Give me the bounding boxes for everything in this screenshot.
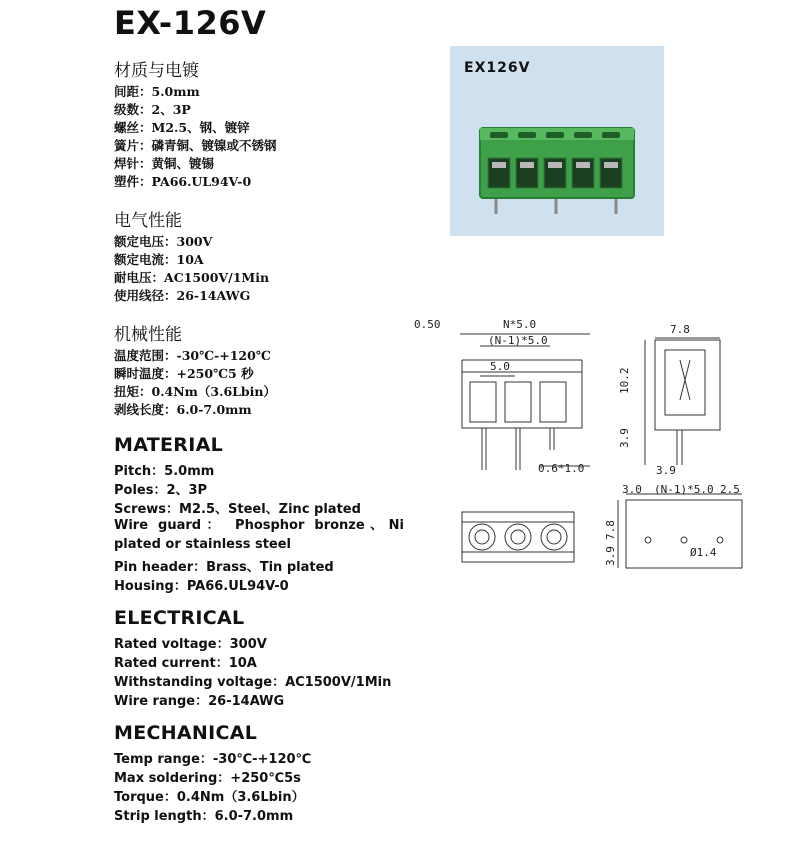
en-housing: Housing：PA66.UL94V-0	[114, 579, 289, 594]
cn-mechanical-line: 剥线长度：6.0-7.0mm	[114, 402, 252, 417]
en-wire-guard: Wire guard： Phosphor bronze、Ni plated or stainless steel	[114, 518, 404, 552]
cn-material-line: 级数：2、3P	[114, 102, 191, 117]
cn-mechanical-line: 温度范围：-30℃-+120℃	[114, 348, 271, 363]
en-mechanical-line: Max soldering：+250℃5s	[114, 771, 301, 786]
en-mechanical-line: Strip length：6.0-7.0mm	[114, 809, 294, 824]
dim-pin: 0.6*1.0	[538, 462, 585, 475]
en-mechanical-heading: MECHANICAL	[114, 722, 258, 744]
cn-material-line: 簧片：磷青铜、镀镍或不锈钢	[114, 138, 277, 153]
en-mechanical-line: Temp range：-30℃-+120℃	[114, 752, 312, 767]
cn-material-line: 螺丝：M2.5、钢、镀锌	[114, 120, 250, 135]
cn-material-heading: 材质与电镀	[114, 61, 199, 81]
cn-electrical-line: 耐电压：AC1500V/1Min	[114, 270, 270, 285]
cn-material-line: 塑件：PA66.UL94V-0	[114, 174, 252, 189]
dim-n1-pitch: (N-1)*5.0	[488, 334, 548, 347]
dim-bottom-base: 3.9	[604, 546, 617, 566]
dim-width: 7.8	[670, 323, 690, 336]
cn-electrical-line: 使用线径：26-14AWG	[114, 288, 251, 303]
dim-right-off: 2.5	[720, 483, 740, 496]
cn-electrical-line: 额定电压：300V	[114, 234, 213, 249]
en-electrical-line: Withstanding voltage：AC1500V/1Min	[114, 675, 392, 690]
en-electrical-line: Rated voltage：300V	[114, 637, 267, 652]
dim-n-pitch: N*5.0	[503, 318, 537, 331]
dim-left-off: 3.0	[622, 483, 642, 496]
dim-pitch: 5.0	[490, 360, 510, 373]
en-poles: Poles：2、3P	[114, 483, 208, 498]
cn-mechanical-line: 扭矩：0.4Nm（3.6Lbin）	[114, 384, 277, 399]
en-screws: Screws：M2.5、Steel、Zinc plated	[114, 502, 361, 517]
en-electrical-line: Rated current：10A	[114, 656, 257, 671]
en-electrical-heading: ELECTRICAL	[114, 607, 245, 629]
photo-label: EX126V	[464, 60, 531, 76]
cn-material-line: 间距：5.0mm	[114, 84, 200, 99]
cn-mechanical-line: 瞬时温度：+250℃5 秒	[114, 366, 254, 381]
product-title: EX-126V	[114, 4, 267, 42]
cn-material-line: 焊针：黄铜、镀锡	[114, 156, 215, 171]
cn-electrical-heading: 电气性能	[114, 211, 182, 231]
en-mechanical-line: Torque：0.4Nm（3.6Lbin）	[114, 790, 305, 805]
en-electrical-line: Wire range：26-14AWG	[114, 694, 285, 709]
dim-n1-pitch-bottom: (N-1)*5.0	[654, 483, 714, 496]
dim-hole: Ø1.4	[690, 546, 717, 559]
dim-bottom-height: 7.8	[604, 520, 617, 540]
en-pitch: Pitch：5.0mm	[114, 464, 215, 479]
dim-height: 10.2	[618, 367, 631, 394]
dim-base: 3.9	[656, 464, 676, 477]
cn-mechanical-heading: 机械性能	[114, 325, 182, 345]
cn-electrical-line: 额定电流：10A	[114, 252, 204, 267]
dim-pin-len: 3.9	[618, 428, 631, 448]
en-material-heading: MATERIAL	[114, 434, 223, 456]
dim-050: 0.50	[414, 318, 441, 331]
en-pin-header: Pin header：Brass、Tin plated	[114, 560, 334, 575]
